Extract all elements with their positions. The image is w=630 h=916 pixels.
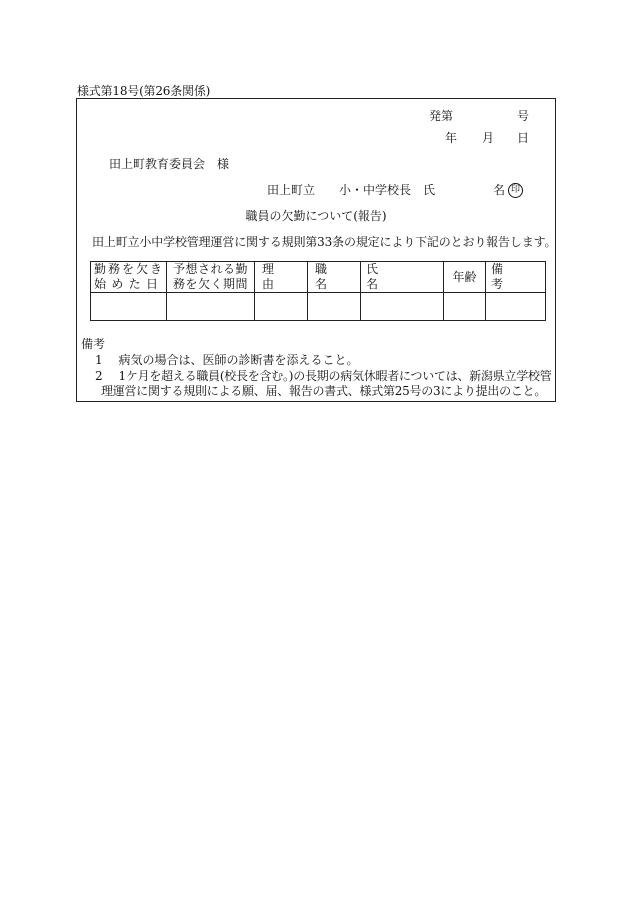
absence-table: [90, 261, 546, 321]
table-header-row: [91, 262, 546, 293]
report-form-frame: [76, 98, 556, 402]
note-item-1: [95, 353, 358, 368]
sender-name-label-1: 氏: [423, 183, 436, 197]
date-year: 年: [445, 131, 458, 145]
header-position: 職名: [308, 262, 361, 293]
note-number: 2: [95, 369, 103, 383]
note-text: 1ケ月を超える職員(校長を含む。)の長期の病気休暇者については、新潟県立学校管: [118, 369, 552, 383]
date-day: 日: [517, 131, 530, 145]
cell-remarks: [486, 293, 546, 321]
form-number-label: 様式第18号(第26条関係): [77, 84, 211, 98]
header-expected-period: 予想される勤 務を欠く期間: [167, 262, 255, 293]
note-item-2: [95, 369, 551, 384]
cell-name: [361, 293, 444, 321]
body-text: 田上町立小中学校管理運営に関する規則第33条の規定により下記のとおり報告します。: [92, 235, 557, 249]
seal-mark: 印: [508, 183, 523, 198]
cell-position: [308, 293, 361, 321]
header-reason: 理由: [255, 262, 308, 293]
document-title: 職員の欠勤について(報告): [245, 209, 387, 223]
doc-number-suffix: 号: [517, 109, 530, 123]
cell-reason: [255, 293, 308, 321]
note-text: 病気の場合は、医師の診断書を添えること。: [118, 353, 359, 367]
cell-age: [444, 293, 486, 321]
sender-name-label-2: 名 印: [493, 183, 523, 198]
date-month: 月: [482, 131, 495, 145]
note-item-2-continued: 理運営に関する規則による願、届、報告の書式、様式第25号の3により提出のこと。: [101, 384, 547, 398]
cell-expected-period: [167, 293, 255, 321]
sender-school: 小・中学校長: [339, 183, 412, 197]
notes-heading: 備考: [81, 337, 106, 351]
table-row: [91, 293, 546, 321]
addressee: 田上町教育委員会 様: [109, 157, 230, 171]
doc-number-prefix: 発第: [429, 109, 454, 123]
header-remarks: 備考: [486, 262, 546, 293]
cell-start-date: [91, 293, 167, 321]
sender-town: 田上町立: [267, 183, 316, 197]
header-age: 年齢: [444, 262, 486, 293]
note-number: 1: [95, 353, 103, 367]
header-name: 氏名: [361, 262, 444, 293]
header-start-date: 勤 務 を 欠 き 始 め た 日: [91, 262, 167, 293]
